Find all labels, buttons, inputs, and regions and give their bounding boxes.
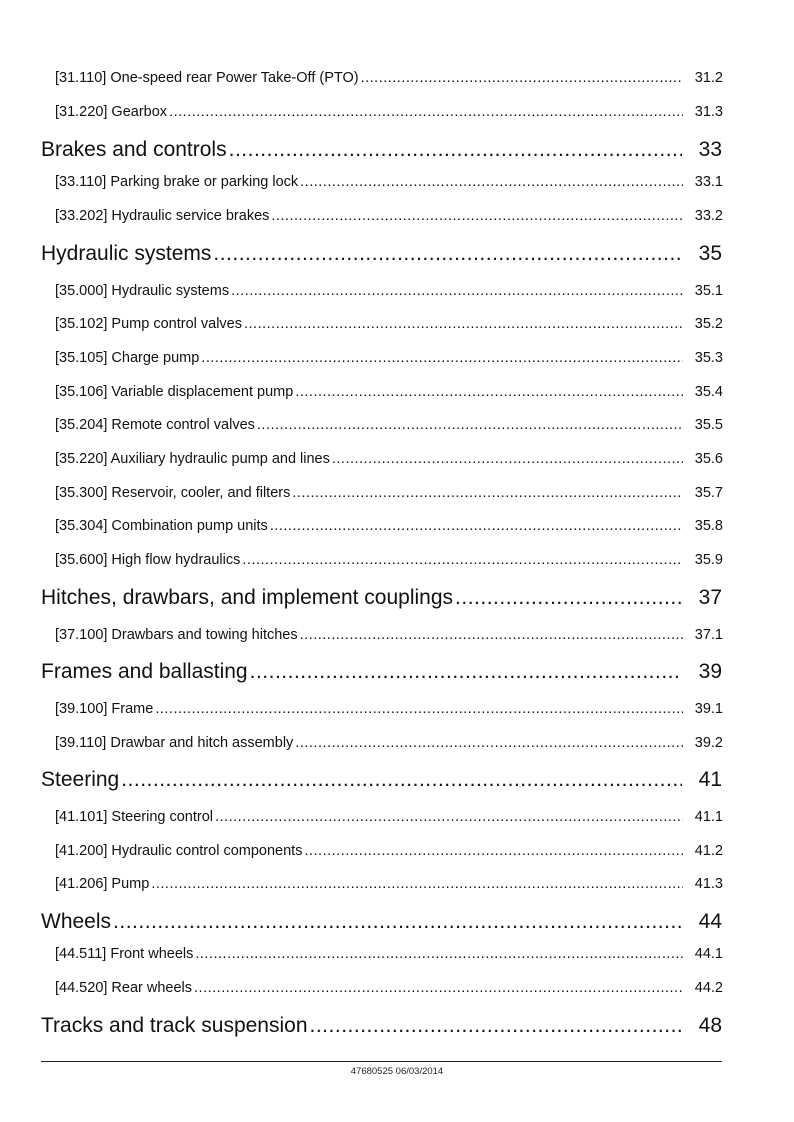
toc-entry-35-102[interactable] [55,314,723,334]
toc-chapter-wheels[interactable] [41,908,722,936]
toc-entry-title: [44.520] Rear wheels [55,980,193,996]
dot-leader [295,382,683,402]
toc-chapter-page: 41 [698,768,722,791]
toc-entry-35-300[interactable] [55,483,723,503]
toc-entry-page: 44.1 [694,946,723,962]
toc-chapter-page: 35 [698,242,722,265]
toc-entry-title: [35.220] Auxiliary hydraulic pump and lines [55,451,330,467]
dot-leader [304,841,683,861]
dot-leader [195,944,683,964]
toc-entry-title: [41.206] Pump [55,876,150,892]
dot-leader [229,136,682,164]
toc-chapter-title: Hydraulic systems [41,242,212,265]
dot-leader [194,978,683,998]
toc-entry-page: 35.2 [694,316,723,332]
toc-entry-31-220[interactable] [55,102,723,122]
toc-entry-page: 35.3 [694,350,723,366]
toc-entry-title: [35.300] Reservoir, cooler, and filters [55,485,291,501]
toc-entry-35-105[interactable] [55,348,723,368]
toc-entry-35-000[interactable] [55,281,723,301]
dot-leader [215,807,683,827]
toc-entry-title: [35.304] Combination pump units [55,518,268,534]
toc-chapter-frames[interactable] [41,658,722,686]
dot-leader [244,314,683,334]
toc-chapter-title: Brakes and controls [41,138,227,161]
toc-entry-page: 41.3 [694,876,723,892]
toc-entry-title: [39.110] Drawbar and hitch assembly [55,735,294,751]
toc-chapter-steering[interactable] [41,766,722,794]
toc-entry-41-200[interactable] [55,841,723,861]
toc-entry-page: 39.2 [694,735,723,751]
toc-entry-title: [31.110] One-speed rear Power Take-Off (PTO) [55,70,359,86]
toc-entry-page: 33.2 [694,208,723,224]
dot-leader [295,733,683,753]
toc-chapter-page: 37 [698,586,722,609]
toc-entry-page: 31.3 [694,104,723,120]
dot-leader [155,699,683,719]
toc-entry-page: 35.9 [694,552,723,568]
toc-entry-39-100[interactable] [55,699,723,719]
dot-leader [201,348,683,368]
toc-entry-title: [35.106] Variable displacement pump [55,384,294,400]
toc-entry-title: [31.220] Gearbox [55,104,168,120]
toc-entry-page: 35.5 [694,417,723,433]
toc-entry-44-511[interactable] [55,944,723,964]
toc-entry-page: 35.1 [694,283,723,299]
toc-entry-41-206[interactable] [55,874,723,894]
toc-entry-page: 35.8 [694,518,723,534]
toc-entry-page: 31.2 [694,70,723,86]
toc-entry-33-202[interactable] [55,206,723,226]
dot-leader [361,68,683,88]
toc-chapter-title: Tracks and track suspension [41,1014,308,1037]
toc-entry-35-600[interactable] [55,550,723,570]
toc-entry-page: 35.4 [694,384,723,400]
toc-chapter-hydraulic-systems[interactable] [41,240,722,268]
dot-leader [257,415,683,435]
toc-entry-page: 41.1 [694,809,723,825]
dot-leader [455,584,682,612]
toc-entry-title: [35.600] High flow hydraulics [55,552,241,568]
toc-entry-35-220[interactable] [55,449,723,469]
toc-entry-page: 41.2 [694,843,723,859]
dot-leader [292,483,683,503]
toc-entry-44-520[interactable] [55,978,723,998]
dot-leader [300,625,683,645]
dot-leader [270,516,683,536]
toc-entry-title: [35.204] Remote control valves [55,417,255,433]
dot-leader [151,874,683,894]
toc-entry-35-304[interactable] [55,516,723,536]
dot-leader [213,240,682,268]
footer-divider [41,1061,722,1062]
toc-entry-35-204[interactable] [55,415,723,435]
toc-chapter-hitches[interactable] [41,584,722,612]
toc-entry-title: [41.200] Hydraulic control components [55,843,303,859]
toc-entry-title: [33.202] Hydraulic service brakes [55,208,270,224]
toc-chapter-page: 44 [698,910,722,933]
toc-entry-page: 35.6 [694,451,723,467]
toc-chapter-page: 39 [698,660,722,683]
toc-chapter-title: Steering [41,768,120,791]
toc-chapter-brakes-and-controls[interactable] [41,136,722,164]
toc-entry-title: [41.101] Steering control [55,809,213,825]
dot-leader [310,1012,682,1040]
toc-entry-39-110[interactable] [55,733,723,753]
dot-leader [121,766,682,794]
toc-entry-title: [33.110] Parking brake or parking lock [55,174,299,190]
toc-entry-33-110[interactable] [55,172,723,192]
toc-entry-title: [39.100] Frame [55,701,154,717]
dot-leader [250,658,682,686]
toc-entry-page: 35.7 [694,485,723,501]
dot-leader [169,102,683,122]
toc-chapter-title: Hitches, drawbars, and implement couplings [41,586,454,609]
toc-entry-page: 39.1 [694,701,723,717]
toc-entry-41-101[interactable] [55,807,723,827]
toc-entry-35-106[interactable] [55,382,723,402]
toc-entry-title: [35.000] Hydraulic systems [55,283,230,299]
toc-entry-page: 44.2 [694,980,723,996]
toc-entry-page: 37.1 [694,627,723,643]
footer-document-id: 47680525 06/03/2014 [350,1066,444,1077]
toc-entry-page: 33.1 [694,174,723,190]
dot-leader [271,206,683,226]
toc-entry-31-110[interactable] [55,68,723,88]
toc-entry-title: [37.100] Drawbars and towing hitches [55,627,298,643]
toc-chapter-tracks[interactable] [41,1012,722,1040]
toc-entry-title: [35.102] Pump control valves [55,316,242,332]
toc-chapter-title: Wheels [41,910,112,933]
toc-chapter-page: 33 [698,138,722,161]
toc-entry-title: [35.105] Charge pump [55,350,200,366]
toc-chapter-title: Frames and ballasting [41,660,248,683]
dot-leader [300,172,683,192]
toc-entry-title: [44.511] Front wheels [55,946,194,962]
toc-chapter-page: 48 [698,1014,722,1037]
dot-leader [242,550,683,570]
dot-leader [332,449,683,469]
dot-leader [113,908,682,936]
toc-entry-37-100[interactable] [55,625,723,645]
dot-leader [231,281,683,301]
